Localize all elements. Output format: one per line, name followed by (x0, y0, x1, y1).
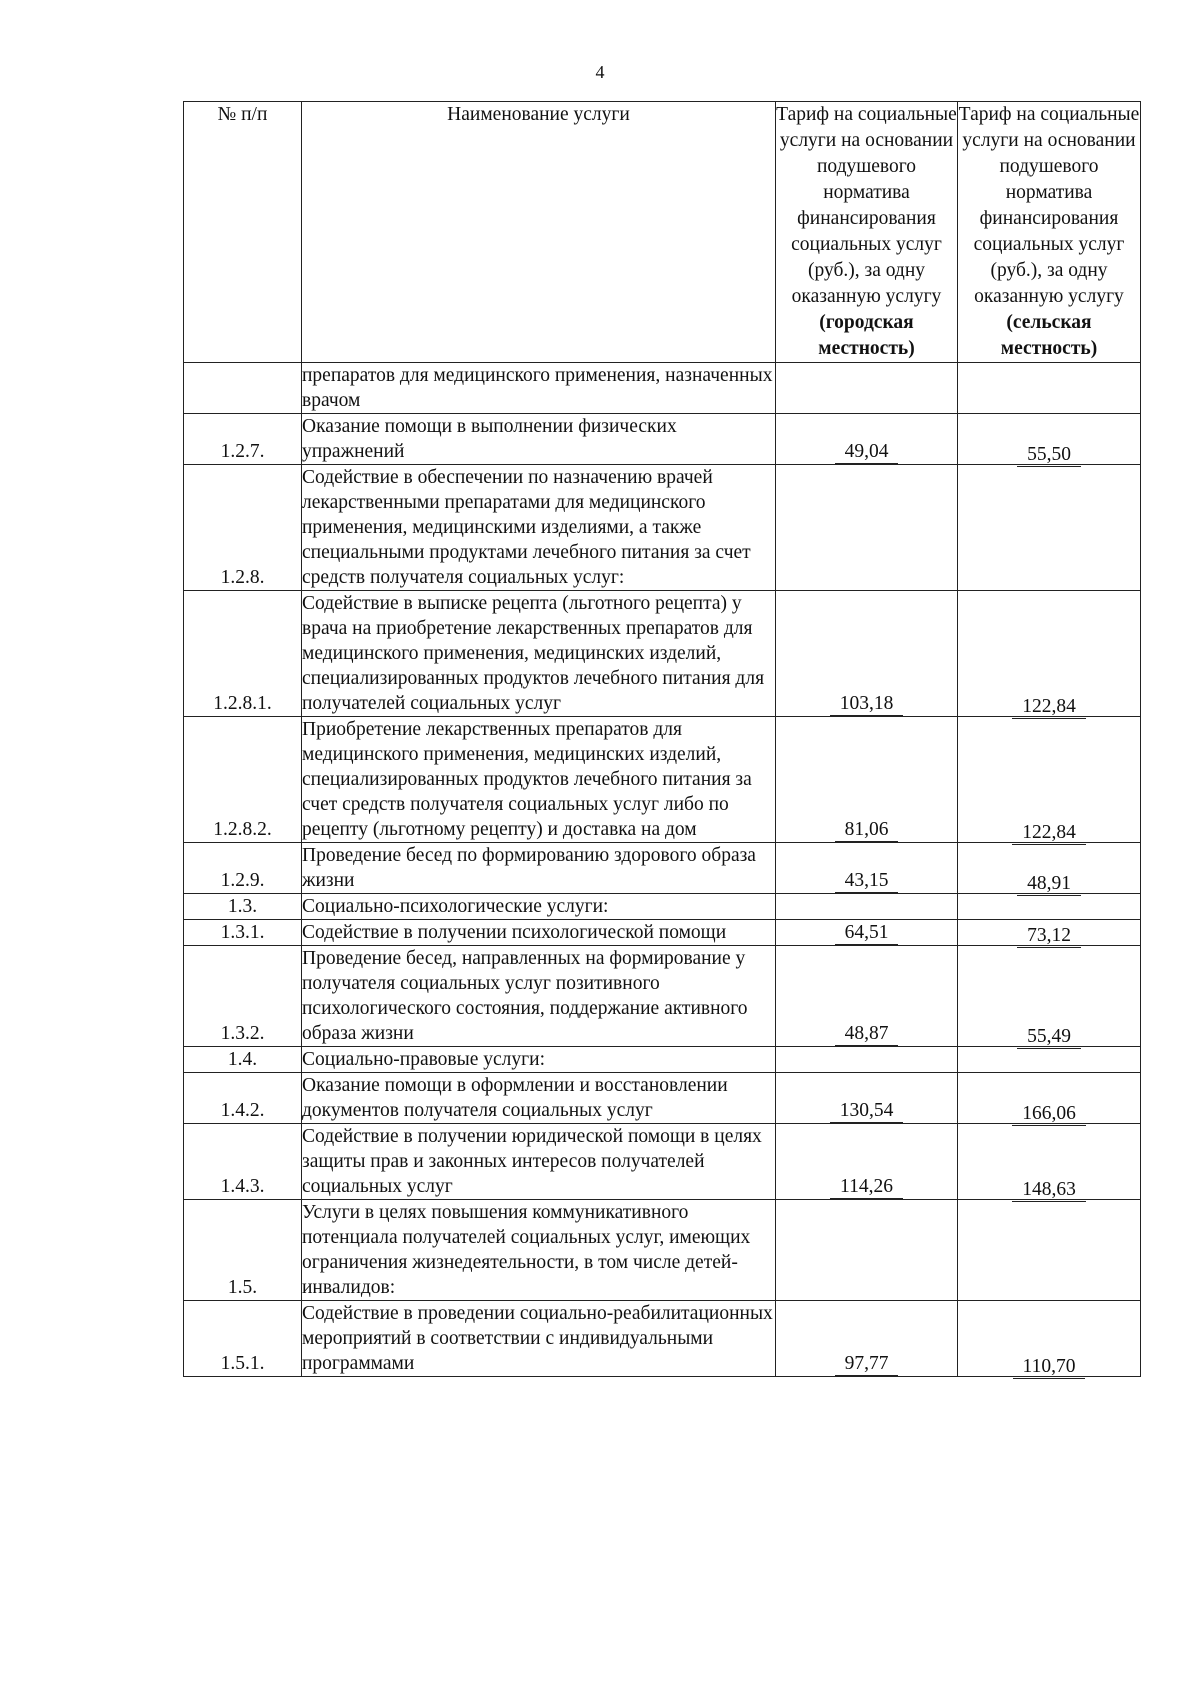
row-name: Проведение бесед, направленных на формирование у получателя социальных услуг позитивного психологического состояния, поддержание активного образа жизни (302, 946, 776, 1047)
row-urban (776, 1200, 958, 1301)
row-urban (776, 414, 958, 465)
header-num: № п/п (184, 102, 302, 363)
row-name: Приобретение лекарственных препаратов для медицинского применения, медицинских изделий, специализированных продуктов лечебного питания за счет средств получателя социальных услуг либо по рецепту (льготному рецепту) и доставка на дом (302, 717, 776, 843)
row-num: 1.3.1. (184, 920, 302, 946)
rural-value: 122,84 (1012, 696, 1086, 719)
urban-value: 48,87 (835, 1023, 899, 1046)
rural-value: 73,12 (1017, 925, 1081, 948)
row-rural (958, 363, 1141, 414)
row-urban (776, 946, 958, 1047)
rural-value: 110,70 (1013, 1356, 1086, 1379)
row-urban (776, 591, 958, 717)
row-num: 1.4. (184, 1047, 302, 1073)
urban-value: 97,77 (835, 1353, 899, 1376)
row-num: 1.2.9. (184, 843, 302, 894)
row-rural (958, 1200, 1141, 1301)
row-urban (776, 363, 958, 414)
table-row (184, 717, 1141, 843)
row-urban (776, 894, 958, 920)
row-num (184, 363, 302, 414)
row-rural (958, 843, 1141, 894)
urban-value: 49,04 (835, 441, 899, 464)
row-num: 1.2.7. (184, 414, 302, 465)
row-num: 1.4.3. (184, 1124, 302, 1200)
rural-value: 48,91 (1017, 873, 1081, 896)
row-name: Содействие в получении психологической помощи (302, 920, 776, 946)
tariff-table (183, 101, 1141, 1377)
table-row (184, 591, 1141, 717)
table-header-row (184, 102, 1141, 363)
row-rural (958, 591, 1141, 717)
row-num: 1.5. (184, 1200, 302, 1301)
table-row (184, 946, 1141, 1047)
table-row (184, 1124, 1141, 1200)
header-rural-text: Тариф на социальные услуги на основании подушевого норматива финансирования социальных услуг (руб.), за одну оказанную услугу (958, 104, 1140, 307)
row-num: 1.3. (184, 894, 302, 920)
rural-value: 148,63 (1012, 1179, 1086, 1202)
row-urban (776, 920, 958, 946)
row-name: Содействие в выписке рецепта (льготного рецепта) у врача на приобретение лекарственных препаратов для медицинского применения, медицинских изделий, специализированных продуктов лечебного питания для получателей социальных услуг (302, 591, 776, 717)
row-num: 1.2.8. (184, 465, 302, 591)
table-row (184, 843, 1141, 894)
row-num: 1.3.2. (184, 946, 302, 1047)
urban-value: 43,15 (835, 870, 899, 893)
table-row (184, 414, 1141, 465)
header-urban-text: Тариф на социальные услуги на основании подушевого норматива финансирования социальных услуг (руб.), за одну оказанную услугу (776, 104, 957, 307)
page-number: 4 (595, 62, 605, 82)
row-rural (958, 465, 1141, 591)
row-urban (776, 843, 958, 894)
table-row (184, 465, 1141, 591)
row-name: Содействие в проведении социально-реабилитационных мероприятий в соответствии с индивидуальными программами (302, 1301, 776, 1377)
row-name: Социально-психологические услуги: (302, 894, 776, 920)
row-name: Содействие в обеспечении по назначению врачей лекарственными препаратами для медицинского применения, медицинскими изделиями, а также специальными продуктами лечебного питания за счет средств получателя социальных услуг: (302, 465, 776, 591)
row-rural (958, 717, 1141, 843)
row-rural (958, 920, 1141, 946)
row-urban (776, 1047, 958, 1073)
row-num: 1.5.1. (184, 1301, 302, 1377)
rural-value: 122,84 (1012, 822, 1086, 845)
row-name: Проведение бесед по формированию здорового образа жизни (302, 843, 776, 894)
row-rural (958, 1047, 1141, 1073)
header-urban (776, 102, 958, 363)
rural-value: 166,06 (1012, 1103, 1086, 1126)
urban-value: 103,18 (830, 693, 904, 716)
row-rural (958, 1301, 1141, 1377)
row-rural (958, 1073, 1141, 1124)
row-urban (776, 1124, 958, 1200)
header-rural (958, 102, 1141, 363)
urban-value: 81,06 (835, 819, 899, 842)
row-rural (958, 894, 1141, 920)
urban-value: 64,51 (835, 922, 899, 945)
row-name: Содействие в получении юридической помощи в целях защиты прав и законных интересов получателей социальных услуг (302, 1124, 776, 1200)
row-rural (958, 414, 1141, 465)
table-row (184, 1200, 1141, 1301)
table-row (184, 1073, 1141, 1124)
row-rural (958, 946, 1141, 1047)
row-name: Социально-правовые услуги: (302, 1047, 776, 1073)
table-row (184, 920, 1141, 946)
header-urban-qualifier: (городская местность) (818, 312, 915, 359)
row-num: 1.2.8.2. (184, 717, 302, 843)
row-urban (776, 1073, 958, 1124)
row-name: Оказание помощи в выполнении физических упражнений (302, 414, 776, 465)
rural-value: 55,49 (1017, 1026, 1081, 1049)
urban-value: 114,26 (830, 1176, 903, 1199)
row-num: 1.4.2. (184, 1073, 302, 1124)
urban-value: 130,54 (830, 1100, 904, 1123)
table-row (184, 894, 1141, 920)
table-row (184, 1301, 1141, 1377)
row-rural (958, 1124, 1141, 1200)
row-name: Услуги в целях повышения коммуникативного потенциала получателей социальных услуг, имеющих ограничения жизнедеятельности, в том числе детей-инвалидов: (302, 1200, 776, 1301)
table-row (184, 1047, 1141, 1073)
header-rural-qualifier: (сельская местность) (1000, 312, 1098, 359)
table-body (184, 363, 1141, 1377)
row-num: 1.2.8.1. (184, 591, 302, 717)
row-urban (776, 717, 958, 843)
header-name: Наименование услуги (302, 102, 776, 363)
row-urban (776, 1301, 958, 1377)
rural-value: 55,50 (1017, 444, 1081, 467)
row-name: Оказание помощи в оформлении и восстановлении документов получателя социальных услуг (302, 1073, 776, 1124)
table-row (184, 363, 1141, 414)
row-urban (776, 465, 958, 591)
row-name: препаратов для медицинского применения, назначенных врачом (302, 363, 776, 414)
